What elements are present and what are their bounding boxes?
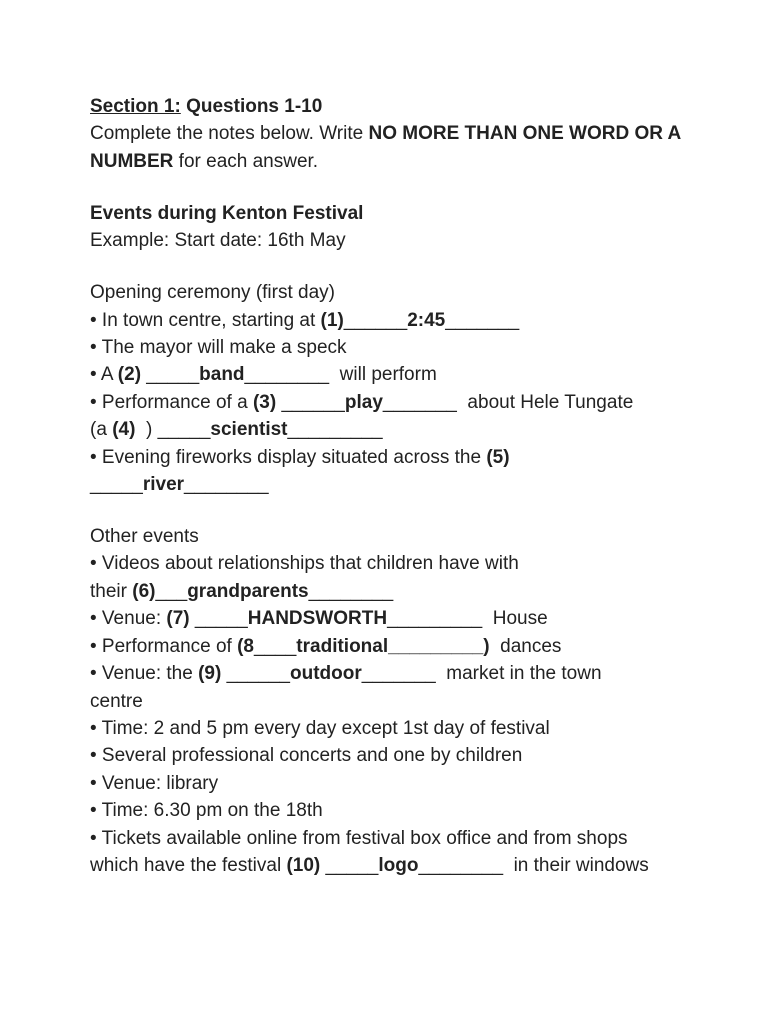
q10-blank-after: ________	[418, 854, 504, 876]
q3-number: (3)	[252, 391, 277, 413]
instructions-emphasis-number: NUMBER	[90, 150, 174, 172]
venue-library-line: • Venue: library	[90, 772, 219, 794]
q1-number: (1)	[320, 309, 344, 331]
q8-blank-before: ____	[254, 635, 297, 657]
events-heading: Events during Kenton Festival	[90, 202, 364, 224]
question-8	[90, 633, 730, 660]
q4-prefix: (a	[90, 419, 113, 441]
q9-suffix: market in the town	[435, 663, 602, 685]
q3-prefix: • Performance of a	[90, 391, 253, 413]
q5-prefix: • Evening fireworks display situated across the	[90, 446, 487, 468]
q10-answer: logo	[378, 854, 419, 876]
q5-number: (5)	[486, 446, 510, 468]
instructions-emphasis: NO MORE THAN ONE WORD OR A	[368, 123, 682, 145]
q7-blank-before: _____	[189, 608, 248, 630]
q2-prefix: • A	[90, 364, 118, 386]
opening-title: Opening ceremony (first day)	[90, 282, 335, 304]
q3-suffix: about Hele Tungate	[456, 391, 634, 413]
instructions-line-2	[90, 148, 730, 175]
q7-answer: HANDSWORTH	[247, 608, 388, 630]
q6-prefix: their	[90, 580, 133, 602]
q5-blank-before: _____	[90, 474, 143, 496]
q2-blank-after: ________	[244, 364, 330, 386]
question-4	[90, 416, 730, 443]
q5-answer: river	[142, 474, 185, 496]
q4-blank-after: _________	[287, 419, 383, 441]
q9-blank-after: _______	[361, 663, 436, 685]
instructions-suffix: for each answer.	[173, 150, 319, 172]
q8-prefix: • Performance of	[90, 635, 238, 657]
q7-number: (7)	[166, 608, 190, 630]
section-questions: Questions 1-10	[186, 96, 323, 117]
question-3	[90, 389, 730, 416]
time-line-1: • Time: 2 and 5 pm every day except 1st day of festival	[90, 717, 550, 739]
worksheet	[90, 93, 730, 879]
q4-answer: scientist	[210, 419, 288, 441]
q7-suffix: House	[482, 608, 548, 630]
example-line: Example: Start date: 16th May	[90, 230, 346, 252]
instructions-prefix: Complete the notes below. Write	[90, 123, 369, 145]
q10-number: (10)	[286, 854, 321, 876]
q6-blank-after: ________	[308, 580, 394, 602]
concerts-line: • Several professional concerts and one by children	[90, 745, 523, 767]
q2-blank-before: _____	[141, 364, 200, 386]
q9-number: (9)	[198, 663, 222, 685]
q9-answer: outdoor	[290, 663, 362, 685]
question-1	[90, 307, 730, 334]
mayor-line: • The mayor will make a speck	[90, 337, 347, 359]
q8-blank-after: _________)	[388, 635, 490, 657]
q6-answer: grandparents	[187, 580, 309, 602]
q3-blank-after: _______	[382, 391, 457, 413]
q6-blank-before: ___	[155, 580, 188, 602]
q4-number: (4)	[112, 419, 136, 441]
time-line-2: • Time: 6.30 pm on the 18th	[90, 800, 323, 822]
question-9	[90, 660, 730, 687]
question-7	[90, 605, 730, 632]
question-5-line-1	[90, 444, 730, 471]
instructions-line-1	[90, 120, 730, 147]
q1-answer: 2:45	[407, 309, 446, 331]
tickets-line: • Tickets available online from festival box office and from shops	[90, 827, 628, 849]
q9-prefix: • Venue: the	[90, 663, 199, 685]
q5-blank-after: ________	[184, 474, 269, 496]
question-5-line-2	[90, 471, 730, 498]
q8-suffix: dances	[489, 635, 562, 657]
question-6	[90, 578, 730, 605]
section-heading	[90, 93, 730, 120]
q2-number: (2)	[117, 364, 142, 386]
videos-line: • Videos about relationships that children have with	[90, 553, 519, 575]
question-9-line-2: centre	[90, 690, 143, 712]
q2-suffix: will perform	[329, 364, 437, 386]
q10-suffix: in their windows	[503, 854, 649, 876]
q6-number: (6)	[132, 580, 156, 602]
q1-blank-after: _______	[445, 309, 520, 331]
q8-number: (8	[237, 635, 255, 657]
q10-prefix: which have the festival	[90, 854, 287, 876]
section-label: Section 1:	[90, 96, 181, 117]
q1-blank-before: ______	[343, 309, 408, 331]
q7-blank-after: _________	[387, 608, 483, 630]
q8-answer: traditional	[296, 635, 389, 657]
question-10	[90, 852, 730, 879]
question-2	[90, 361, 730, 388]
q9-blank-before: ______	[221, 663, 290, 685]
q3-answer: play	[344, 391, 383, 413]
q4-blank-before: ) _____	[135, 419, 211, 441]
q10-blank-before: _____	[320, 854, 379, 876]
q1-prefix: • In town centre, starting at	[90, 309, 321, 331]
other-events-title: Other events	[90, 526, 199, 548]
q3-blank-before: ______	[276, 391, 345, 413]
q7-prefix: • Venue:	[90, 608, 167, 630]
q2-answer: band	[199, 364, 245, 386]
